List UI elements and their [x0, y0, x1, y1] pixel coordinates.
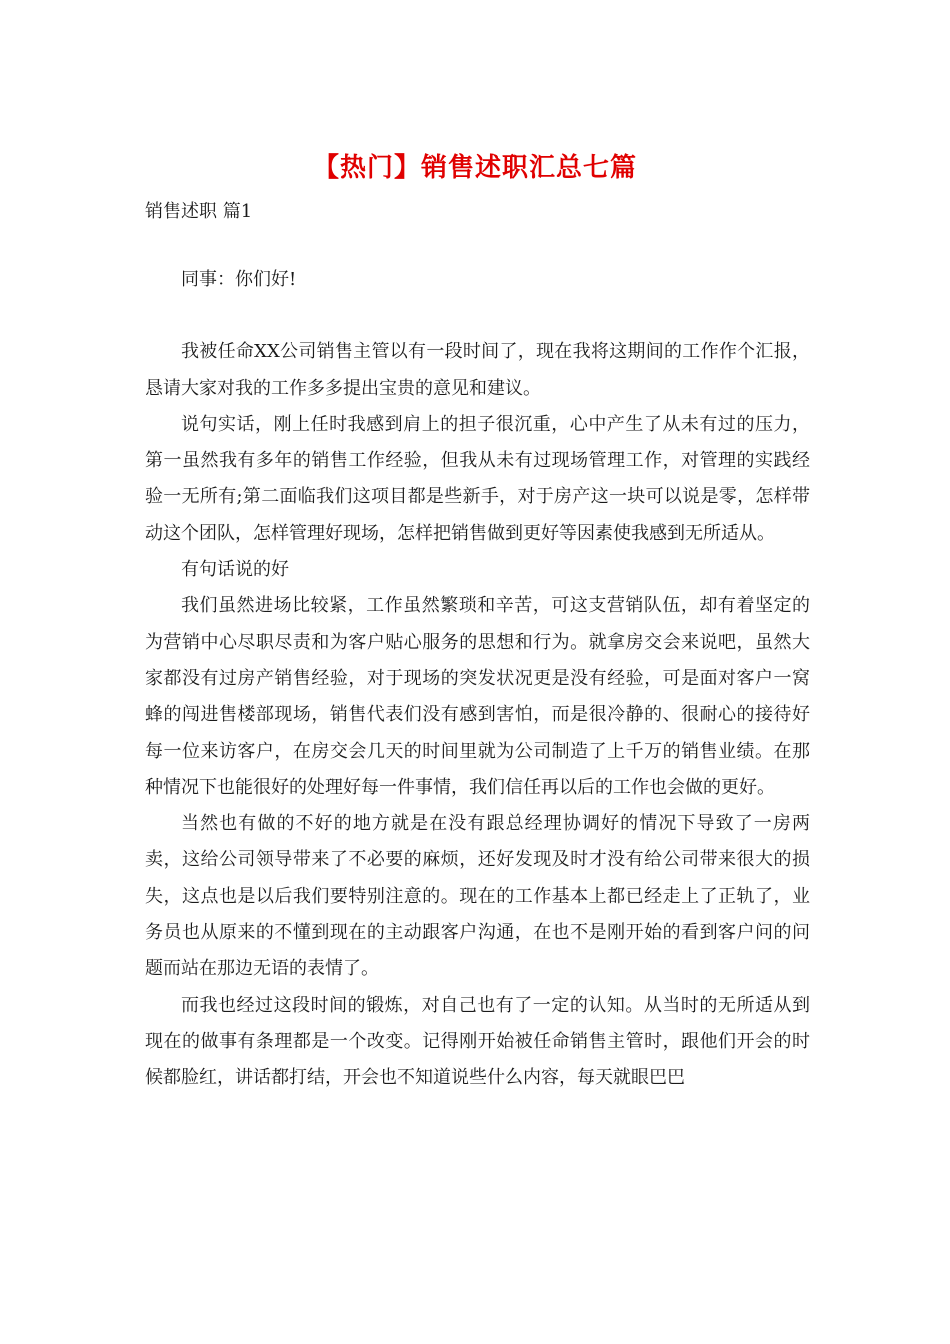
document-title: 【热门】销售述职汇总七篇 [312, 153, 637, 183]
document-body [145, 262, 810, 1097]
paragraph: 我们虽然进场比较紧，工作虽然繁琐和辛苦，可这支营销队伍，却有着坚定的为营销中心尽职尽责和为客户贴心服务的思想和行为。就拿房交会来说吧，虽然大家都没有过房产销售经验，对于现场的突发状况更是没有经验，可是面对客户一窝蜂的闯进售楼部现场，销售代表们没有感到害怕，而是很冷静的、很耐心的接待好每一位来访客户，在房交会几天的时间里就为公司制造了上千万的销售业绩。在那种情况下也能很好的处理好每一件事情，我们信任再以后的工作也会做的更好。 [145, 595, 810, 798]
section-heading: 销售述职 篇1 [145, 201, 253, 222]
paragraph: 我被任命XX公司销售主管以有一段时间了，现在我将这期间的工作作个汇报，恳请大家对我的工作多多提出宝贵的意见和建议。 [145, 341, 810, 399]
paragraph: 说句实话，刚上任时我感到肩上的担子很沉重，心中产生了从未有过的压力，第一虽然我有多年的销售工作经验，但我从未有过现场管理工作，对管理的实践经验一无所有;第二面临我们这项目都是些新手，对于房产这一块可以说是零，怎样带动这个团队，怎样管理好现场，怎样把销售做到更好等因素使我感到无所适从。 [145, 413, 810, 544]
paragraph: 而我也经过这段时间的锻炼，对自己也有了一定的认知。从当时的无所适从到现在的做事有条理都是一个改变。记得刚开始被任命销售主管时，跟他们开会的时候都脸红，讲话都打结，开会也不知道说些什么内容，每天就眼巴巴 [145, 994, 810, 1089]
paragraph-spacer [145, 298, 810, 334]
greeting: 同事：你们好! [181, 269, 297, 290]
paragraph: 有句话说的好 [181, 559, 289, 581]
paragraph: 当然也有做的不好的地方就是在没有跟总经理协调好的情况下导致了一房两卖，这给公司领导带来了不必要的麻烦，还好发现及时才没有给公司带来很大的损失，这点也是以后我们要特别注意的。现在的工作基本上都已经走上了正轨了，业务员也从原来的不懂到现在的主动跟客户沟通，在也不是刚开始的看到客户问的问题而站在那边无语的表情了。 [145, 813, 810, 980]
